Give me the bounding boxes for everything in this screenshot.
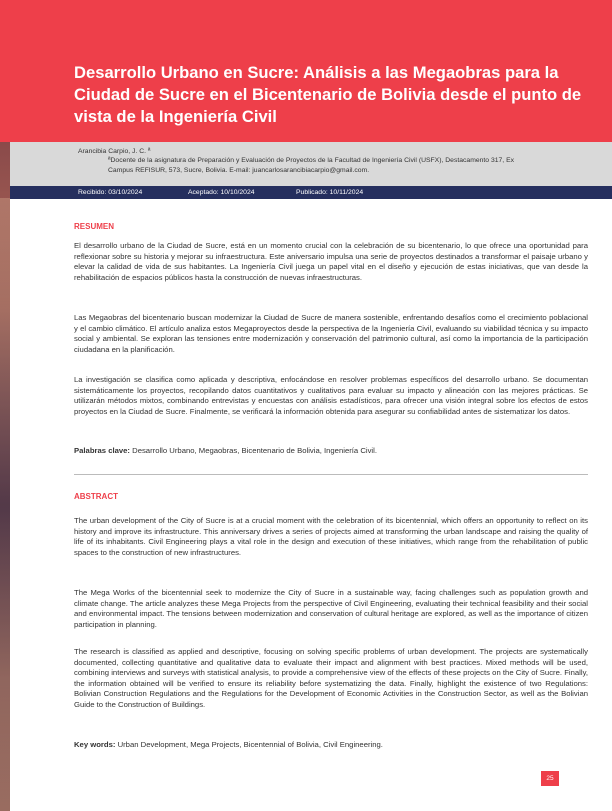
- abstract-keywords: [74, 740, 588, 751]
- resumen-keywords-label: Palabras clave:: [74, 446, 130, 455]
- resumen-heading: RESUMEN: [74, 222, 115, 231]
- resumen-paragraph-3: La investigación se clasifica como aplicada y descriptiva, enfocándose en resolver problemas específicos del desarrollo urbano. Se documentan sistemáticamente los proyectos, recopilando datos cuantitativos y cualitativos para evaluar su impacto y alineación con las mejores prácticas. Se utilizarán métodos mixtos, combinando entrevistas y encuestas con análisis estadísticos, para ofrecer una visión integral sobre los efectos de estos proyectos en la Ciudad de Sucre. Finalmente, se verificará la información obtenida para asegurar su confiabilidad antes de sistematizar los datos.: [74, 375, 588, 416]
- date-published: Publicado: 10/11/2024: [296, 189, 364, 196]
- resumen-keywords: [74, 446, 588, 457]
- date-accepted: Aceptado: 10/10/2024: [188, 189, 255, 196]
- author-name: Arancibia Carpio, J. C. ª: [78, 148, 151, 155]
- abstract-paragraph-1: The urban development of the City of Sucre is at a crucial moment with the celebration of its bicentennial, which offers an opportunity to reflect on its history and improve its infrastructure. This anniversary drives a series of projects aimed at transforming the urban landscape and raising the quality of life of its inhabitants. Civil Engineering plays a vital role in the design and execution of these initiatives, which range from the rehabilitation of public spaces to the construction of new infrastructures.: [74, 516, 588, 557]
- page-number: 25: [541, 771, 559, 786]
- abstract-heading: ABSTRACT: [74, 492, 118, 501]
- author-affiliation: ªDocente de la asignatura de Preparación y Evaluación de Proyectos de la Facultad de Ingeniería Civil (USFX), Destacamento 317, Ex Campus REFISUR, 573, Sucre, Bolivia. E-mail: juancarlosarancibiacarpio@gmail.com.: [108, 157, 515, 174]
- resumen-keywords-text: Desarrollo Urbano, Megaobras, Bicentenario de Bolivia, Ingeniería Civil.: [130, 446, 377, 455]
- resumen-paragraph-1: El desarrollo urbano de la Ciudad de Sucre, está en un momento crucial con la celebración de su bicentenario, lo que ofrece una oportunidad para reflexionar sobre su historia y mejorar su infraestructura. Este aniversario impulsa una serie de proyectos destinados a transformar el paisaje urbano y elevar la calidad de vida de sus habitantes. La Ingeniería Civil juega un papel vital en el diseño y ejecución de estas iniciativas, que van desde la rehabilitación de espacios públicos hasta la construcción de nuevas infraestructuras.: [74, 241, 588, 282]
- article-title: Desarrollo Urbano en Sucre: Análisis a las Megaobras para la Ciudad de Sucre en el Bicentenario de Bolivia desde el punto de vista de la Ingeniería Civil: [74, 63, 582, 126]
- abstract-keywords-label: Key words:: [74, 740, 116, 749]
- resumen-paragraph-2: Las Megaobras del bicentenario buscan modernizar la Ciudad de Sucre de manera sostenible, enfrentando desafíos como el crecimiento poblacional y el cambio climático. El artículo analiza estos Megaproyectos desde la perspectiva de la Ingeniería Civil, evaluando su viabilidad técnica y su impacto social y ambiental. Se exploran las tensiones entre modernización y conservación del patrimonio cultural, así como la importancia de la participación ciudadana en la planificación.: [74, 313, 588, 354]
- abstract-paragraph-3: The research is classified as applied and descriptive, focusing on solving specific problems of urban development. The projects are systematically documented, collecting quantitative and qualitative data to evaluate their impact and alignment with best practices. Mixed methods will be used, combining interviews and surveys with statistical analysis, to provide a comprehensive view of the effects of these projects on the City of Sucre. Finally, the information obtained will be verified to ensure its reliability before systematizing the data. Finally, highlight the existence of two Regulations: Bolivian Construction Regulations and the Regulations for the Development of Economic Activities in the Construction Sector, as well as the Bolivian Guide to the Construction of Buildings.: [74, 647, 588, 709]
- date-received: Recibido: 03/10/2024: [78, 189, 143, 196]
- abstract-paragraph-2: The Mega Works of the bicentennial seek to modernize the City of Sucre in a sustainable way, facing challenges such as population growth and climate change. The article analyzes these Mega Projects from the perspective of Civil Engineering, evaluating their technical feasibility and their social and environmental impact. The tensions between modernization and conservation of cultural heritage are explored, as well as the importance of citizen participation in planning.: [74, 588, 588, 629]
- cover-photo-strip-shade: [0, 198, 10, 811]
- section-divider: [74, 474, 588, 475]
- abstract-keywords-text: Urban Development, Mega Projects, Bicentennial of Bolivia, Civil Engineering.: [115, 740, 383, 749]
